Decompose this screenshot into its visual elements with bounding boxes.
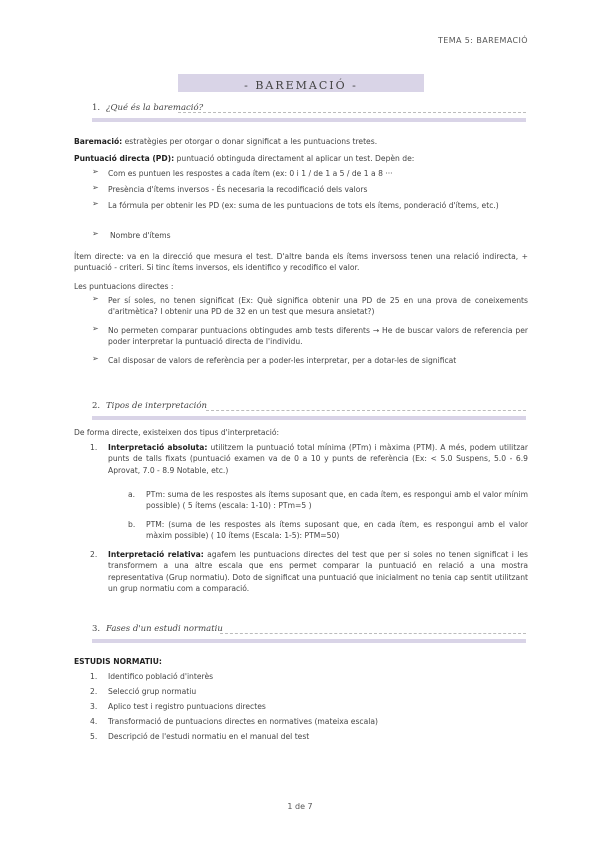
interpretation-intro: De forma directe, existeixen dos tipus d'interpretació: bbox=[74, 428, 280, 437]
arrow-bullet-icon: ➢ bbox=[92, 354, 99, 363]
baremacio-definition: Baremació: estratègies per otorgar o donar significat a les puntuacions tretes. bbox=[74, 137, 378, 146]
step-number: 4. bbox=[90, 717, 98, 726]
pd-point: Per sí soles, no tenen significat (Ex: Què significa obtenir una PD de 25 en una prova de coneixements d'aritmètica? I obtenir una PD de 32 en un test que mesura ansietat?) bbox=[108, 296, 528, 317]
step-text: Identifico població d'interès bbox=[108, 672, 214, 681]
step-text: Aplico test i registro puntuacions directes bbox=[108, 702, 266, 711]
arrow-bullet-icon: ➢ bbox=[92, 294, 99, 303]
arrow-bullet-icon: ➢ bbox=[92, 183, 99, 192]
pd-intro: Les puntuacions directes : bbox=[74, 282, 174, 291]
step-text: Descripció de l'estudi normatiu en el manual del test bbox=[108, 732, 310, 741]
pd-point: No permeten comparar puntuacions obtingudes amb tests diferents → He de buscar valors de referencia per poder interpretar la puntuació directa de l'individu. bbox=[108, 326, 528, 347]
section-1-bar bbox=[92, 118, 526, 122]
pd-item: Nombre d'ítems bbox=[110, 231, 171, 240]
absolute-interpretation: Interpretació absoluta: utilitzem la puntuació total mínima (PTm) i màxima (PTM). A més, podem utilitzar punts de talls fixats (puntuació examen va de 0 a 10 y punts de referència (Ex: < 5.0 Suspens, 5.0 - 6.9 Aprovat, 7.0 - 8.9 Notable, etc.) bbox=[108, 443, 528, 475]
arrow-bullet-icon: ➢ bbox=[92, 167, 99, 176]
step-number: 3. bbox=[90, 702, 98, 711]
doc-title: - BAREMACIÓ - bbox=[244, 79, 358, 92]
list-number: 1. bbox=[90, 443, 98, 452]
header-text: TEMA 5: BAREMACIÓ bbox=[437, 36, 528, 45]
pd-point: Cal disposar de valors de referència per a poder-les interpretar, per a dotar-les de significat bbox=[108, 356, 457, 365]
pd-item: La fórmula per obtenir les PD (ex: suma de les puntuacions de tots els ítems, ponderació d'ítems, etc.) bbox=[108, 201, 499, 210]
page-number: 1 de 7 bbox=[287, 802, 313, 811]
step-number: 5. bbox=[90, 732, 98, 741]
arrow-bullet-icon: ➢ bbox=[92, 229, 99, 238]
sub-item: PTM: (suma de les respostes als ítems suposant que, en cada ítem, es respongui amb el valor màxim possible) ( 10 ítems (Escala: 1-5): PTM=50) bbox=[146, 520, 528, 541]
section-2-rule bbox=[206, 410, 526, 411]
pd-item: Com es puntuen les respostes a cada ítem (ex: 0 i 1 / de 1 a 5 / de 1 a 8 ··· bbox=[108, 169, 393, 178]
section-1-heading: 1. ¿Qué és la baremació? bbox=[92, 103, 204, 113]
step-text: Transformació de puntuacions directes en normatives (mateixa escala) bbox=[108, 717, 378, 726]
section-2-heading: 2. Tipos de interpretación bbox=[92, 401, 207, 411]
section-3-bar bbox=[92, 639, 526, 643]
sub-item: PTm: suma de les respostes als ítems suposant que, en cada ítem, es respongui amb el valor mínim possible) ( 5 ítems (escala: 1-10) : PTm=5 ) bbox=[146, 490, 528, 511]
arrow-bullet-icon: ➢ bbox=[92, 324, 99, 333]
items-paragraph: Ítem directe: va en la direcció que mesura el test. D'altre banda els ítems inversoss tenen una relació indirecta, + puntuació - criteri. Si tinc ítems inversos, els identifico y recodifico el valor. bbox=[74, 252, 528, 273]
sub-label: a. bbox=[128, 490, 136, 499]
section-3-heading: 3. Fases d'un estudi normatiu bbox=[92, 624, 223, 634]
section-1-rule bbox=[178, 112, 526, 113]
normative-heading: ESTUDIS NORMATIU: bbox=[74, 657, 162, 666]
pd-item: Presència d'ítems inversos - És necesaria la recodificació dels valors bbox=[108, 185, 368, 194]
step-text: Selecció grup normatiu bbox=[108, 687, 197, 696]
sub-label: b. bbox=[128, 520, 136, 529]
section-3-rule bbox=[220, 633, 526, 634]
arrow-bullet-icon: ➢ bbox=[92, 199, 99, 208]
section-2-bar bbox=[92, 416, 526, 420]
list-number: 2. bbox=[90, 550, 98, 559]
doc-title-banner bbox=[178, 74, 424, 92]
step-number: 1. bbox=[90, 672, 98, 681]
pd-definition: Puntuació directa (PD): puntuació obtinguda directament al aplicar un test. Depèn de: bbox=[74, 154, 415, 163]
step-number: 2. bbox=[90, 687, 98, 696]
relative-interpretation: Interpretació relativa: agafem les puntuacions directes del test que per si soles no tenen significat i les transformem a una altre escala que ens permet comparar la puntuació en relació a una mostra representativa (Grup normatiu). Doto de significat una puntuació que inicialment no tenia cap sentit utilitzant un grup normatiu com a comparació. bbox=[108, 550, 528, 594]
